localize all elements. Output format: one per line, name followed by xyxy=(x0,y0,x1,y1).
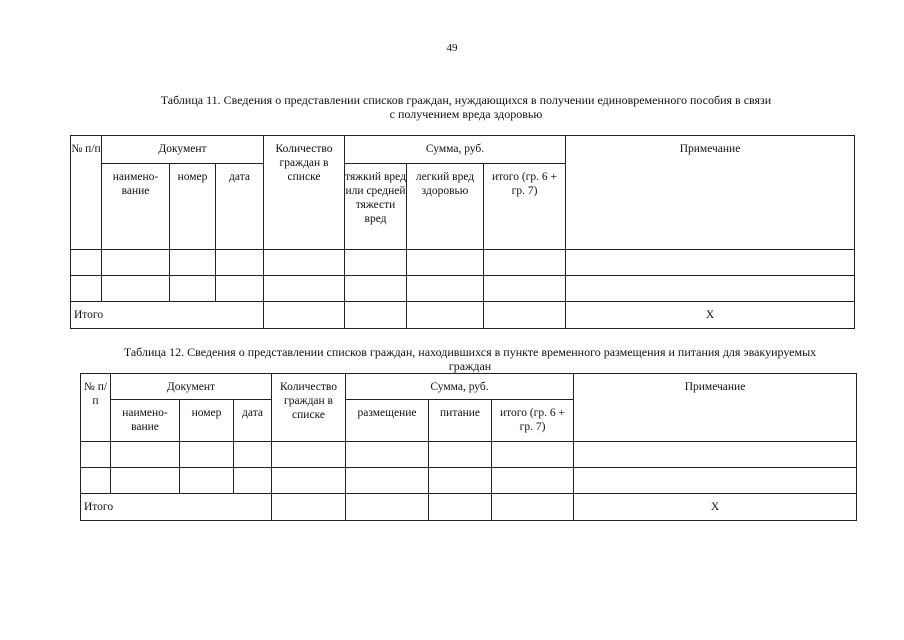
total-label: Итого xyxy=(71,302,264,329)
table-cell xyxy=(346,442,429,468)
table-cell xyxy=(429,442,492,468)
total-note: Х xyxy=(566,302,855,329)
table-cell xyxy=(234,442,272,468)
table-cell xyxy=(492,442,574,468)
table-row xyxy=(71,276,855,302)
table-cell xyxy=(111,442,180,468)
header-doc-date: дата xyxy=(234,400,272,442)
header-sum-placement: размещение xyxy=(346,400,429,442)
table-cell xyxy=(102,276,170,302)
table-row xyxy=(81,442,857,468)
table-cell xyxy=(180,442,234,468)
total-note: Х xyxy=(574,494,857,521)
table-cell xyxy=(429,494,492,521)
table-cell xyxy=(346,494,429,521)
table-cell xyxy=(234,468,272,494)
table-cell xyxy=(566,250,855,276)
table-cell xyxy=(492,468,574,494)
table-12 xyxy=(80,373,857,521)
table-cell xyxy=(345,276,407,302)
header-count: Количество граждан в списке xyxy=(272,374,346,442)
table-cell xyxy=(180,468,234,494)
header-sum-total: итого (гр. 6 + гр. 7) xyxy=(492,400,574,442)
table-cell xyxy=(170,276,216,302)
table-cell xyxy=(111,468,180,494)
table-cell xyxy=(102,250,170,276)
header-note: Примечание xyxy=(574,374,857,442)
table-cell xyxy=(345,302,407,329)
table-cell xyxy=(272,468,346,494)
header-sum-food: питание xyxy=(429,400,492,442)
header-doc-number: номер xyxy=(170,164,216,250)
table-cell xyxy=(170,250,216,276)
header-sum-severe: тяжкий вред или средней тяжести вред xyxy=(345,164,407,250)
total-row xyxy=(71,302,855,329)
header-sum: Сумма, руб. xyxy=(345,136,566,164)
header-note: Примечание xyxy=(566,136,855,250)
table-row xyxy=(81,468,857,494)
total-row xyxy=(81,494,857,521)
page-number: 49 xyxy=(446,42,458,54)
table-cell xyxy=(71,250,102,276)
table-cell xyxy=(272,442,346,468)
table-cell xyxy=(407,250,484,276)
table-12-caption xyxy=(80,345,860,373)
table-11-caption-line-1: Таблица 11. Сведения о представлении списков граждан, нуждающихся в получении единовременного пособия в связи xyxy=(160,93,772,107)
header-count: Количество граждан в списке xyxy=(264,136,345,250)
table-cell xyxy=(492,494,574,521)
table-cell xyxy=(407,276,484,302)
header-sum: Сумма, руб. xyxy=(346,374,574,400)
table-cell xyxy=(429,468,492,494)
header-num: № п/п xyxy=(71,136,102,250)
table-11 xyxy=(70,135,855,329)
table-cell xyxy=(272,494,346,521)
header-doc-number: номер xyxy=(180,400,234,442)
table-cell xyxy=(566,276,855,302)
table-cell xyxy=(345,250,407,276)
table-cell xyxy=(264,302,345,329)
table-cell xyxy=(216,250,264,276)
table-cell xyxy=(484,302,566,329)
table-cell xyxy=(484,250,566,276)
header-doc-name: наимено-вание xyxy=(102,164,170,250)
table-12-caption-line-2: граждан xyxy=(448,359,492,373)
header-sum-total: итого (гр. 6 + гр. 7) xyxy=(484,164,566,250)
table-11-caption-line-2: с получением вреда здоровью xyxy=(389,107,543,121)
header-num: № п/п xyxy=(81,374,111,442)
table-cell xyxy=(407,302,484,329)
table-11-caption xyxy=(70,93,862,121)
header-doc-date: дата xyxy=(216,164,264,250)
table-cell xyxy=(346,468,429,494)
table-cell xyxy=(264,276,345,302)
table-12-caption-line-1: Таблица 12. Сведения о представлении списков граждан, находившихся в пункте временного размещения и питания для эвакуируемых xyxy=(123,345,817,359)
table-cell xyxy=(574,468,857,494)
total-label: Итого xyxy=(81,494,272,521)
table-cell xyxy=(71,276,102,302)
table-cell xyxy=(216,276,264,302)
header-doc-name: наимено-вание xyxy=(111,400,180,442)
header-sum-light: легкий вред здоровью xyxy=(407,164,484,250)
table-cell xyxy=(81,442,111,468)
table-cell xyxy=(81,468,111,494)
table-row xyxy=(71,250,855,276)
header-document: Документ xyxy=(102,136,264,164)
table-cell xyxy=(574,442,857,468)
table-cell xyxy=(484,276,566,302)
header-document: Документ xyxy=(111,374,272,400)
table-cell xyxy=(264,250,345,276)
